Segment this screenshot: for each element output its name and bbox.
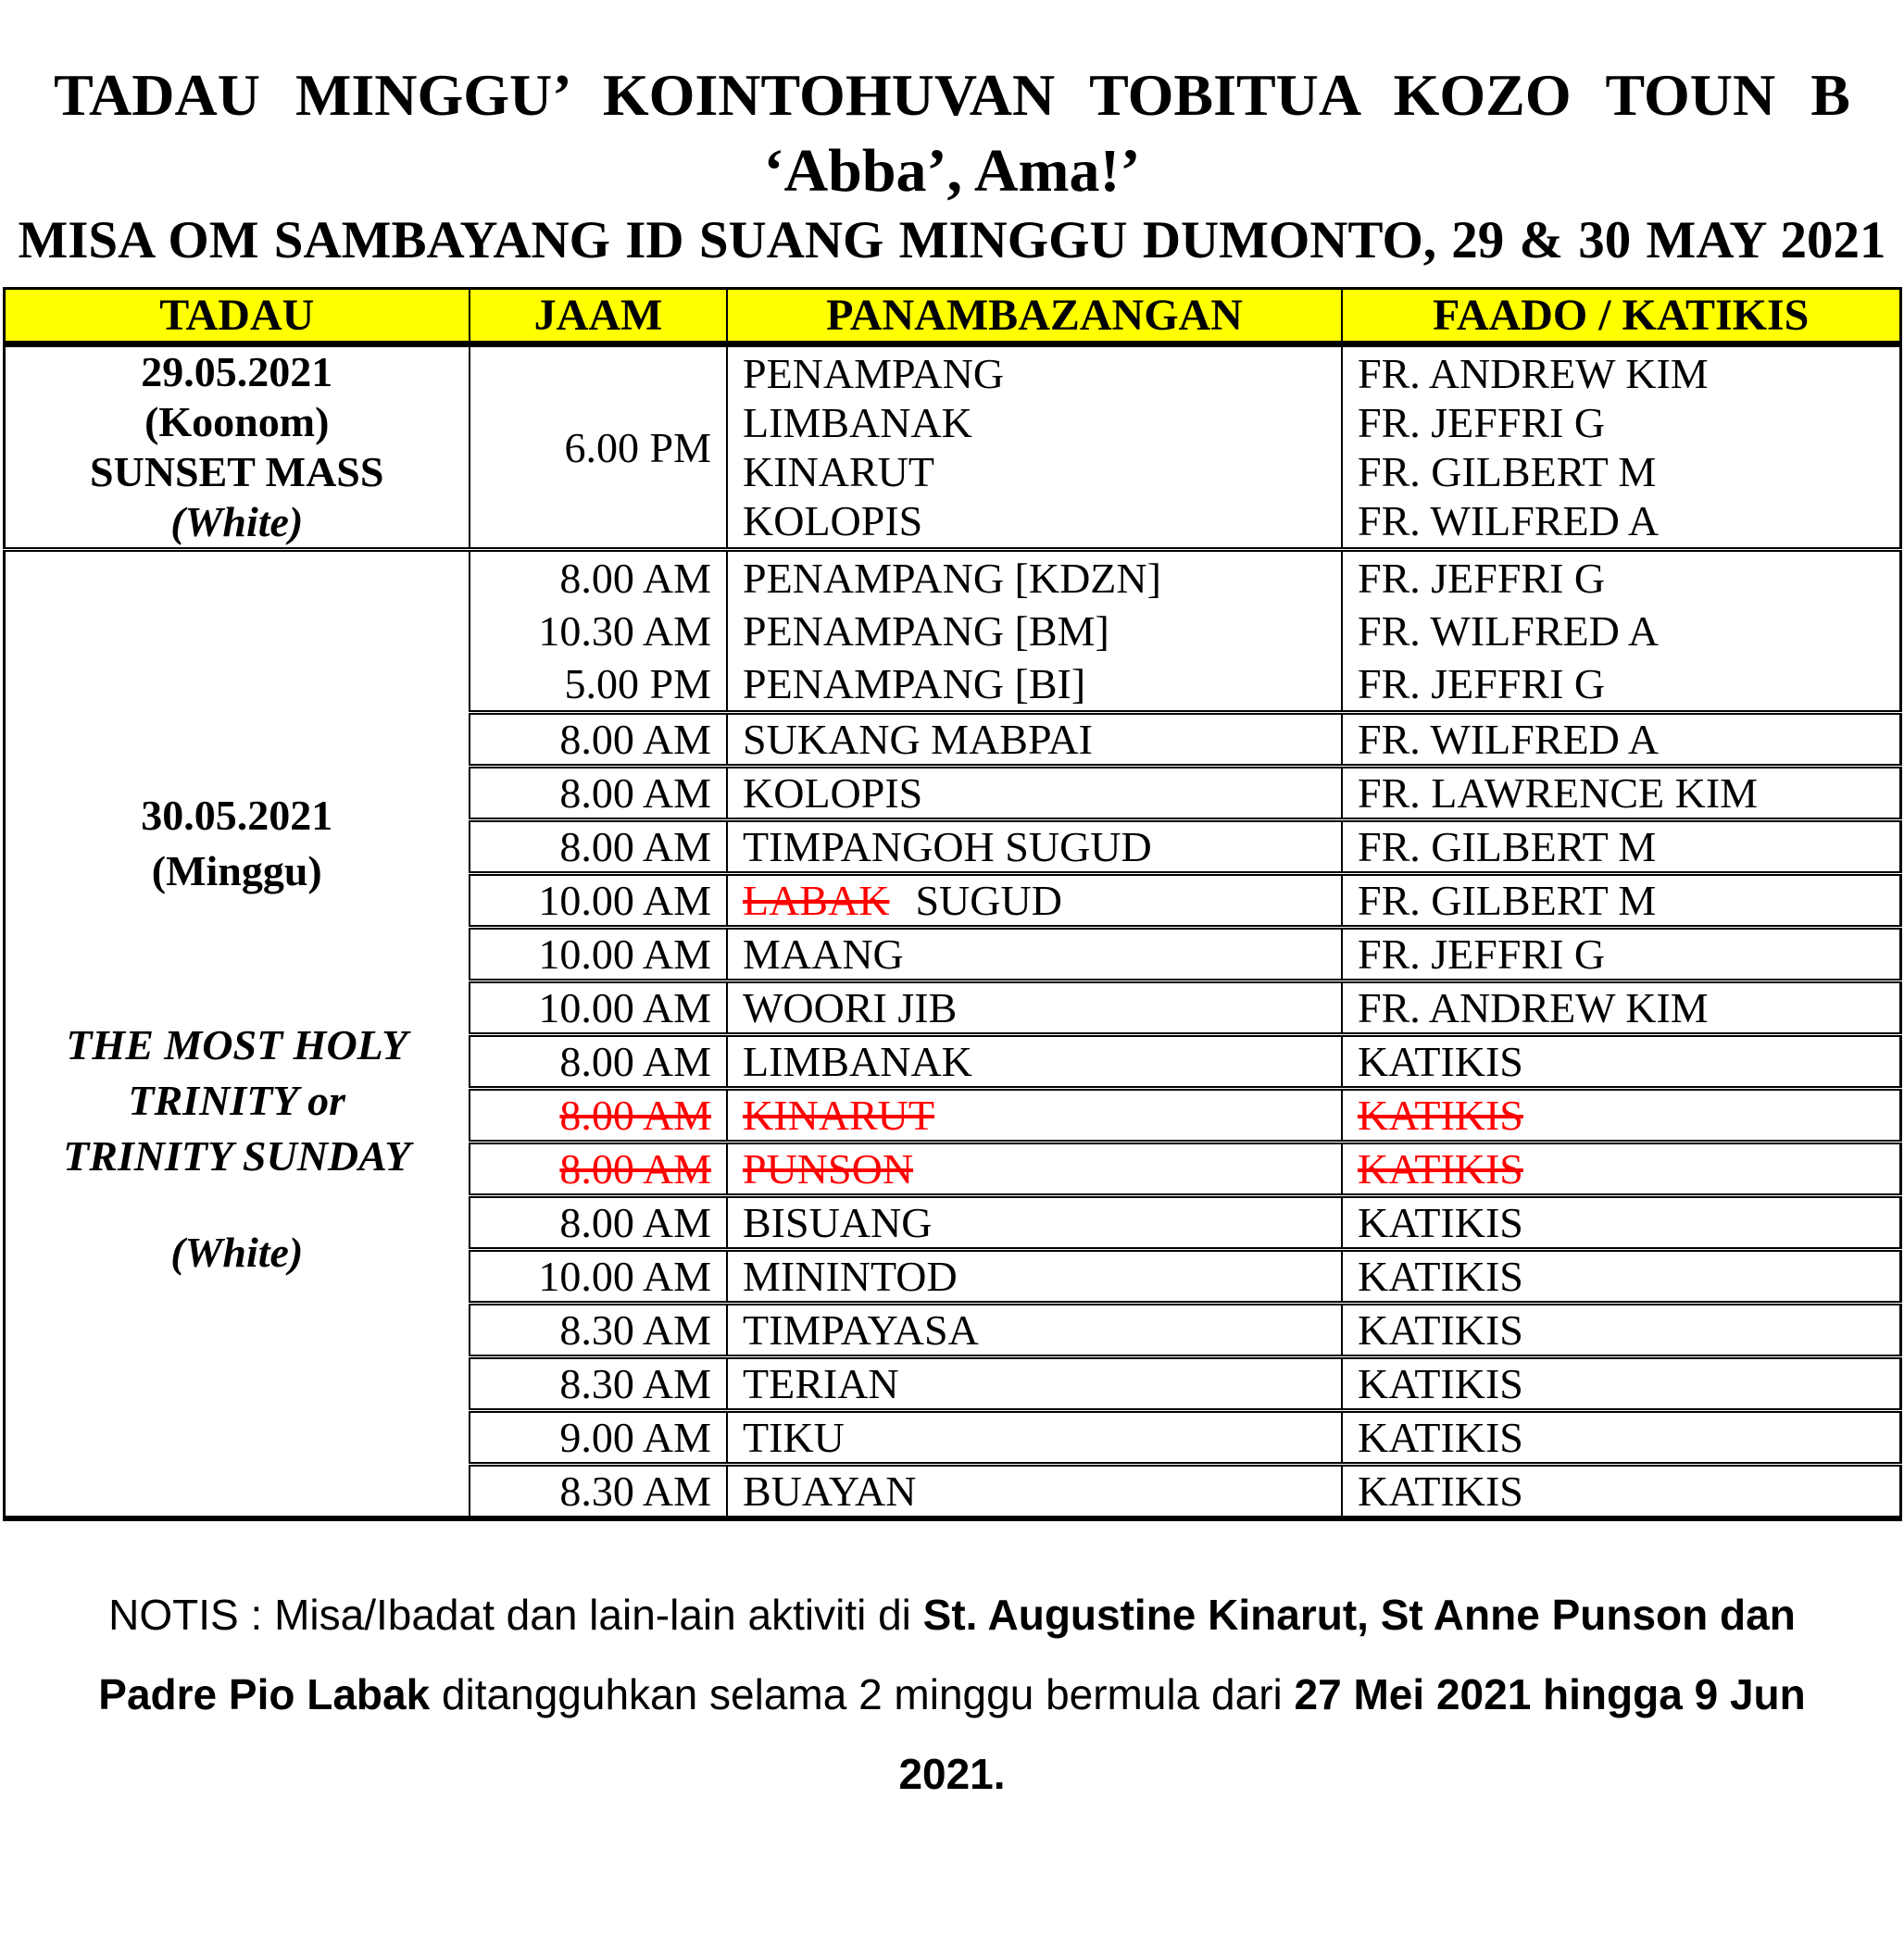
minister-cell: KATIKIS: [1342, 1250, 1900, 1304]
minister: FR. JEFFRI G: [1358, 660, 1606, 707]
time-cell: 10.00 AM: [470, 1250, 727, 1304]
notice-text: NOTIS : Misa/Ibadat dan lain-lain aktiviti di: [108, 1591, 923, 1639]
table-header-row: [4, 289, 1900, 344]
time-cell: 8.00 AM: [470, 1196, 727, 1250]
minister-cell: FR. ANDREW KIM: [1342, 981, 1900, 1035]
minister-cell: FR. LAWRENCE KIM: [1342, 767, 1900, 820]
notice-line-1: [0, 1575, 1904, 1655]
time-cell: 8.00 AM: [470, 1035, 727, 1089]
minister-cell: KATIKIS: [1342, 1465, 1900, 1519]
minister: FR. JEFFRI G: [1358, 555, 1606, 602]
day1-mass-name: SUNSET MASS: [90, 448, 384, 495]
place-cell: TIKU: [727, 1411, 1342, 1465]
time-cell: 9.00 AM: [470, 1411, 727, 1465]
time: 10.30 AM: [538, 607, 711, 655]
minister-cell: KATIKIS: [1342, 1035, 1900, 1089]
day1-day-name: (Koonom): [144, 398, 330, 445]
minister-cell: FR. WILFRED A: [1342, 713, 1900, 767]
day2-date-cell: [4, 550, 470, 1519]
cancelled-place: LABAK: [743, 877, 890, 924]
time-cell: 8.30 AM: [470, 1357, 727, 1411]
notice-text-bold: Padre Pio Labak: [98, 1670, 431, 1718]
place-cell: BISUANG: [727, 1196, 1342, 1250]
penampang-times-cell: [470, 550, 727, 713]
day1-date: 29.05.2021: [141, 348, 333, 395]
schedule-subtitle: MISA OM SAMBAYANG ID SUANG MINGGU DUMONTO, 29 & 30 MAY 2021: [18, 211, 1886, 269]
penampang-ministers-cell: [1342, 550, 1900, 713]
day1-time-cell: 6.00 PM: [470, 344, 727, 550]
place-cell: MININTOD: [727, 1250, 1342, 1304]
minister: FR. GILBERT M: [1358, 448, 1657, 495]
penampang-places-cell: [727, 550, 1342, 713]
column-header-faado-katikis: FAADO / KATIKIS: [1342, 289, 1900, 344]
mass-schedule-table: [3, 287, 1902, 1521]
day2-date: 30.05.2021: [141, 791, 333, 839]
time-cell: 8.00 AM: [470, 1089, 727, 1143]
minister-cell: KATIKIS: [1342, 1304, 1900, 1357]
place: SUGUD: [915, 877, 1062, 924]
day2-date-inner: [6, 788, 470, 1280]
day1-liturgical-colour: (White): [170, 498, 304, 545]
place-cell: KOLOPIS: [727, 767, 1342, 820]
day2-day-name: (Minggu): [151, 846, 322, 894]
place: PENAMPANG: [743, 350, 1005, 397]
day2-feast-line: TRINITY SUNDAY: [63, 1131, 411, 1180]
place-cell: KINARUT: [727, 1089, 1342, 1143]
column-header-panambazangan: PANAMBAZANGAN: [727, 289, 1342, 344]
minister-cell: FR. JEFFRI G: [1342, 928, 1900, 981]
place-cell: LIMBANAK: [727, 1035, 1342, 1089]
time-cell: 8.00 AM: [470, 1143, 727, 1196]
notice-text: ditangguhkan selama 2 minggu bermula dari: [430, 1670, 1295, 1718]
table-row-penampang: [4, 550, 1900, 713]
minister-cell: KATIKIS: [1342, 1357, 1900, 1411]
place: PENAMPANG [KDZN]: [743, 555, 1161, 602]
place-cell: TIMPANGOH SUGUD: [727, 820, 1342, 874]
place-cell: BUAYAN: [727, 1465, 1342, 1519]
minister: FR. WILFRED A: [1358, 497, 1660, 544]
table-row-day1: [4, 344, 1900, 550]
day2-liturgical-colour: (White): [170, 1228, 304, 1276]
place: PENAMPANG [BM]: [743, 607, 1109, 655]
place-cell: [727, 874, 1342, 928]
time-cell: 8.30 AM: [470, 1304, 727, 1357]
place: KOLOPIS: [743, 497, 923, 544]
notice-text-bold: 27 Mei 2021 hingga 9 Jun: [1294, 1670, 1806, 1718]
time: 5.00 PM: [564, 660, 711, 707]
minister-cell: FR. GILBERT M: [1342, 874, 1900, 928]
time: 8.00 AM: [559, 555, 711, 602]
place-cell: PUNSON: [727, 1143, 1342, 1196]
day2-feast-line: TRINITY or: [128, 1076, 346, 1124]
day2-feast-line: THE MOST HOLY: [66, 1020, 408, 1068]
time-cell: 8.00 AM: [470, 820, 727, 874]
minister-cell: KATIKIS: [1342, 1089, 1900, 1143]
column-header-jaam: JAAM: [470, 289, 727, 344]
page-title: TADAU MINGGU’ KOINTOHUVAN TOBITUA KOZO TOUN B: [54, 62, 1850, 128]
minister-cell: FR. GILBERT M: [1342, 820, 1900, 874]
minister-cell: KATIKIS: [1342, 1411, 1900, 1465]
minister: FR. JEFFRI G: [1358, 399, 1606, 446]
time-cell: 8.00 AM: [470, 713, 727, 767]
time-cell: 10.00 AM: [470, 928, 727, 981]
notice-line-2: [0, 1655, 1904, 1734]
place-cell: TIMPAYASA: [727, 1304, 1342, 1357]
place-cell: WOORI JIB: [727, 981, 1342, 1035]
place-cell: SUKANG MABPAI: [727, 713, 1342, 767]
notice-text-bold: St. Augustine Kinarut, St Anne Punson dan: [922, 1591, 1796, 1639]
column-header-tadau: TADAU: [4, 289, 470, 344]
place: PENAMPANG [BI]: [743, 660, 1086, 707]
page-subtitle: ‘Abba’, Ama!’: [763, 137, 1141, 205]
minister-cell: KATIKIS: [1342, 1143, 1900, 1196]
notice-block: [0, 1575, 1904, 1814]
time-cell: 10.00 AM: [470, 874, 727, 928]
time-cell: 8.00 AM: [470, 767, 727, 820]
notice-line-3: [0, 1734, 1904, 1814]
place-cell: MAANG: [727, 928, 1342, 981]
place: LIMBANAK: [743, 399, 972, 446]
minister: FR. ANDREW KIM: [1358, 350, 1709, 397]
title-block: [0, 56, 1904, 274]
time-cell: 10.00 AM: [470, 981, 727, 1035]
place-cell: TERIAN: [727, 1357, 1342, 1411]
time-cell: 8.30 AM: [470, 1465, 727, 1519]
minister-cell: KATIKIS: [1342, 1196, 1900, 1250]
day1-ministers-cell: [1342, 344, 1900, 550]
notice-text-bold: 2021.: [898, 1750, 1006, 1798]
day1-date-cell: [4, 344, 470, 550]
minister: FR. WILFRED A: [1358, 607, 1660, 655]
day1-places-cell: [727, 344, 1342, 550]
place: KINARUT: [743, 448, 934, 495]
